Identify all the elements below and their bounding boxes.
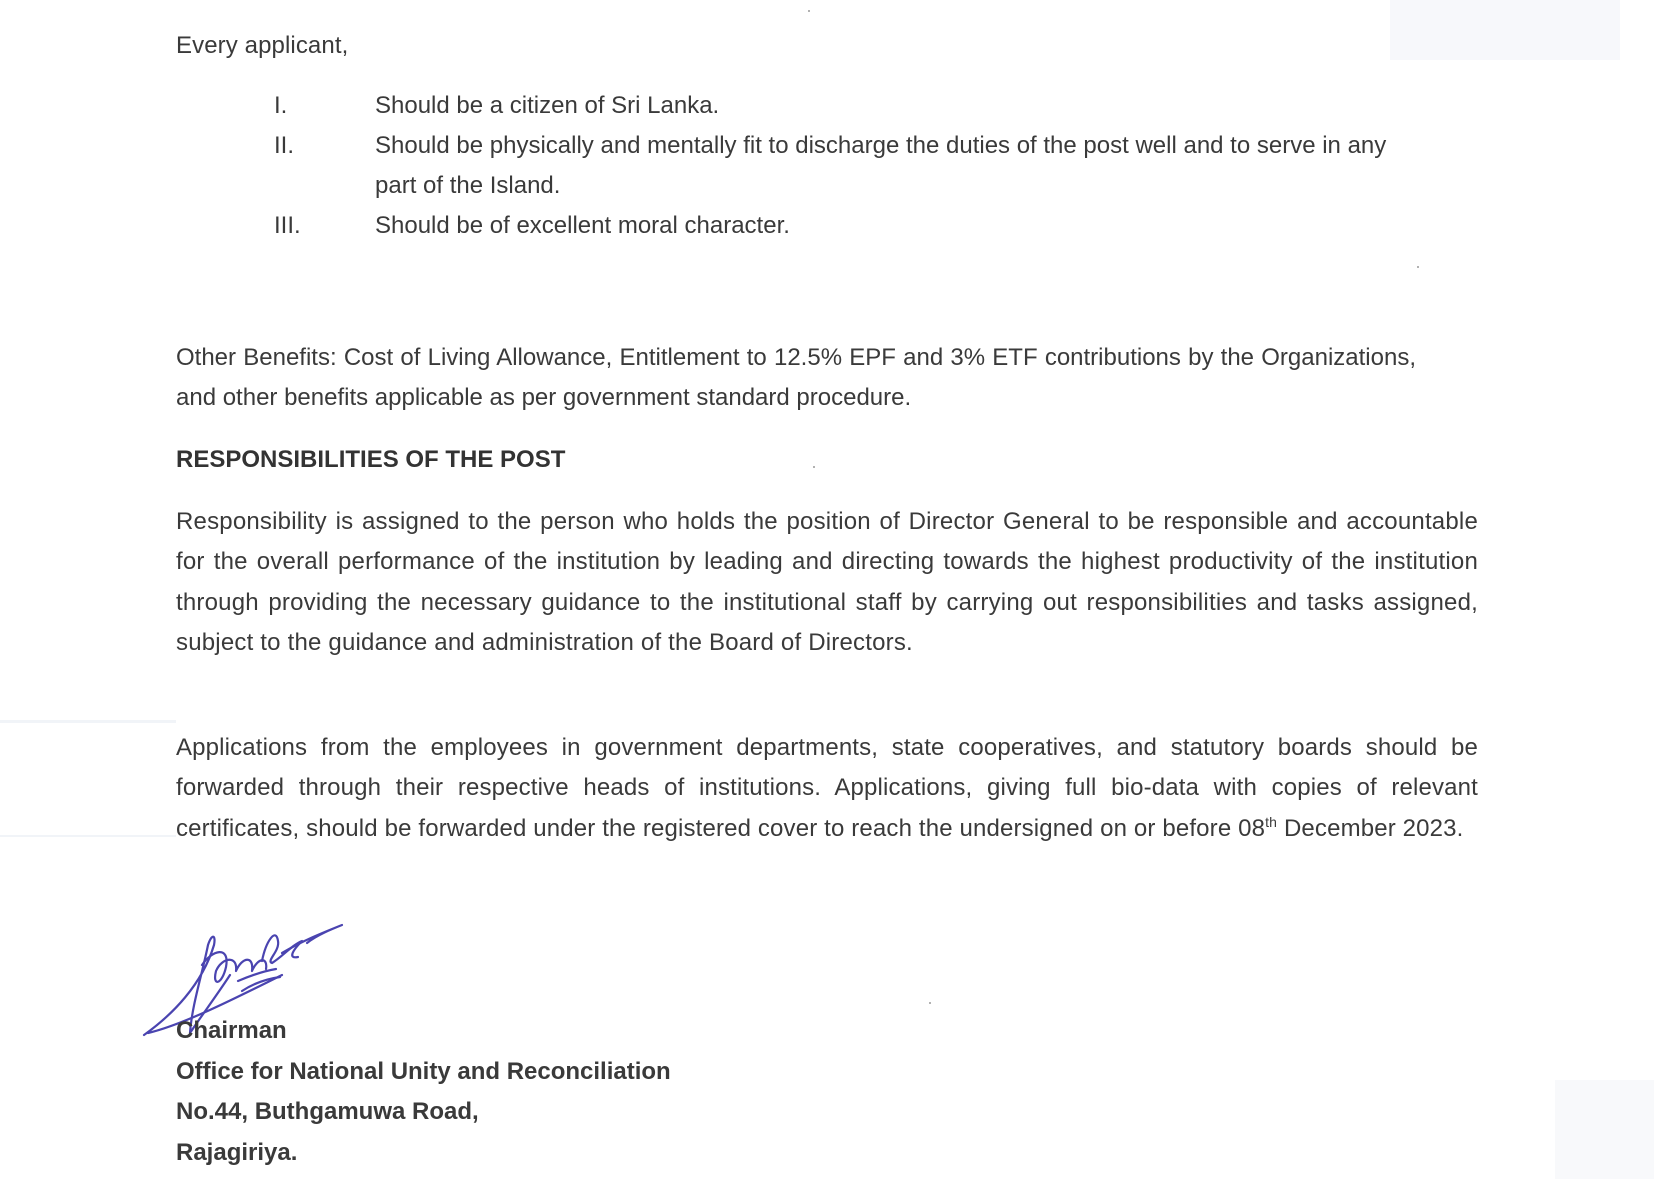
signatory-organization: Office for National Unity and Reconciliation bbox=[176, 1057, 671, 1085]
signature-stroke bbox=[202, 952, 266, 982]
scan-speck bbox=[929, 1002, 931, 1004]
address-line: No.44, Buthgamuwa Road, bbox=[176, 1098, 479, 1125]
applications-text: Applications from the employees in government departments, state cooperatives, and statutory boards should be forwarded through their respective heads of institutions. Applications, giving full bio-data with copies of relevant certificates, should be forwarded under the registered cover to reach the undersigned on or before 08 bbox=[176, 734, 1478, 842]
intro-text: Every applicant, bbox=[176, 32, 349, 59]
scan-speck bbox=[808, 10, 810, 12]
scan-speck bbox=[813, 466, 815, 468]
item-numeral: I. bbox=[274, 92, 288, 119]
item-numeral: II. bbox=[274, 132, 295, 159]
scan-artifact bbox=[1555, 1080, 1654, 1179]
item-numeral: III. bbox=[274, 212, 301, 239]
deadline-text: December 2023. bbox=[1277, 814, 1464, 842]
signature-stroke bbox=[282, 925, 342, 953]
date-ordinal-suffix: th bbox=[1265, 813, 1278, 830]
scan-speck bbox=[1417, 266, 1419, 268]
item-text: Should be physically and mentally fit to discharge the duties of the post well and to serve in any part of the Island. bbox=[375, 132, 1387, 199]
signature-stroke bbox=[262, 935, 302, 963]
responsibilities-paragraph: Responsibility is assigned to the person who holds the position of Director General to be responsible and accountable for the overall performance of the institution by leading and directing towards the highest productivity of the institution through providing the necessary guidance to the institutional staff by carrying out responsibilities and tasks assigned, subject to the guidance and administration of the Board of Directors. bbox=[176, 508, 1478, 657]
responsibilities-heading: RESPONSIBILITIES OF THE POST bbox=[176, 446, 566, 473]
signatory-title: Chairman bbox=[176, 1017, 287, 1044]
address-line: Rajagiriya. bbox=[176, 1138, 298, 1166]
applications-paragraph bbox=[176, 728, 1478, 849]
scan-artifact bbox=[0, 835, 176, 837]
signatory-block bbox=[176, 1011, 671, 1173]
scan-artifact bbox=[0, 720, 176, 723]
item-text: Should be of excellent moral character. bbox=[375, 212, 790, 239]
scan-artifact bbox=[1390, 0, 1620, 60]
item-text: Should be a citizen of Sri Lanka. bbox=[375, 92, 720, 119]
benefits-paragraph: Other Benefits: Cost of Living Allowance, Entitlement to 12.5% EPF and 3% ETF contributions by the Organizations, and other benefits applicable as per government standard procedure. bbox=[176, 344, 1416, 412]
